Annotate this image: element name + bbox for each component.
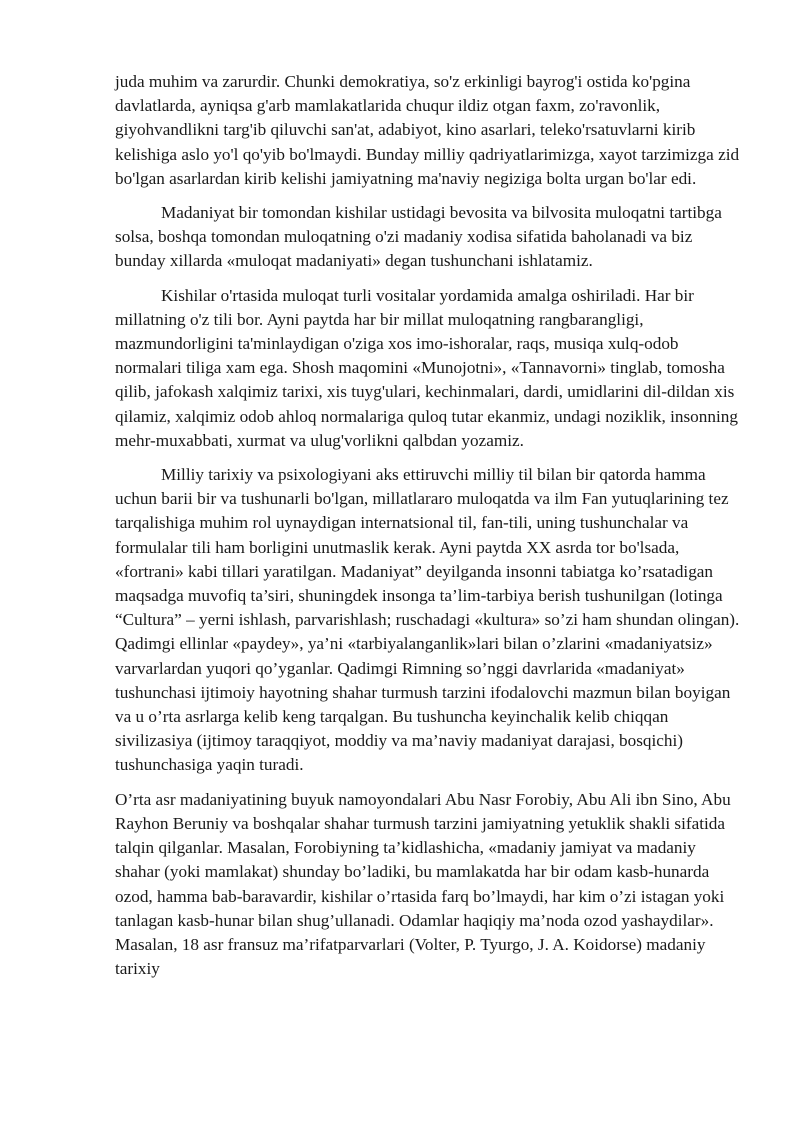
paragraph-2: Madaniyat bir tomondan kishilar ustidagi bevosita va bilvosita muloqatni tartibga solsa, boshqa tomondan muloqatning o'zi madaniy xodisa sifatida baholanadi va biz bunday xillarda «muloqat madaniyati» degan tushunchani ishlatamiz. <box>115 203 722 271</box>
paragraph-5: O’rta asr madaniyatining buyuk namoyondalari Abu Nasr Forobiy, Abu Ali ibn Sino, Abu Rayhon Beruniy va boshqalar shahar turmush tarzini jamiyatning yetuklik shakli sifatida talqin qilganlar. Masalan, Forobiyning ta’kidlashicha, «madaniy jamiyat va madaniy shahar (yoki mamlakat) shunday bo’ladiki, bu mamlakatda har bir odam kasb-hunarda ozod, hamma bab-baravardir, kishilar o’rtasida farq bo’lmaydi, har kim o’zi istagan yoki tanlagan kasb-hunar bilan shug’ullanadi. Odamlar haqiqiy ma’noda ozod yashaydilar». Masalan, 18 asr fransuz ma’rifatparvarlari (Volter, P. Tyurgo, J. A. Koidorse) madaniy tarixiy <box>115 789 731 979</box>
paragraph-4: Milliy tarixiy va psixologiyani aks ettiruvchi milliy til bilan bir qatorda hamma uchun barii bir va tushunarli bo'lgan, millatlararo muloqatda va ilm Fan yutuqlarining tez tarqalishiga muhim rol uynaydigan internatsional til, fan-tili, uning tushunchalar va formulalar tili ham borligini unutmaslik kerak. Ayni paytda XX asrda tor bo'lsada, «fortrani» kabi tillari yaratilgan. Madaniyat” deyilganda insonni tabiatga ko’rsatadigan maqsadga muvofiq ta’siri, shuningdek insonga ta’lim-tarbiya berish tushunilgan (lotinga “Cultura” – yerni ishlash, parvarishlash; ruschadagi «kultura» so’zi ham shundan olingan). Qadimgi ellinlar «paydey», ya’ni «tarbiyalanganlik»lari bilan o’zlarini «madaniyatsiz» varvarlardan yuqori qo’yganlar. Qadimgi Rimning so’nggi davrlarida «madaniyat» tushunchasi ijtimoiy hayotning shahar turmush tarzini ifodalovchi mazmun bilan boyigan va u o’rta asrlarga kelib keng tarqalgan. Bu tushuncha keyinchalik kelib chiqqan sivilizasiya (ijtimoy taraqqiyot, moddiy va ma’naviy madaniyat darajasi, bosqichi) tushunchasiga yaqin turadi. <box>115 465 740 775</box>
paragraph-1: juda muhim va zarurdir. Chunki demokratiya, so'z erkinligi bayrog'i ostida ko'pgina davlatlarda, ayniqsa g'arb mamlakatlarida chuqur ildiz otgan faxm, zo'ravonlik, giyohvandlikni targ'ib qiluvchi san'at, adabiyot, kino asarlari, teleko'rsatuvlarni kirib kelishiga aslo yo'l qo'yib bo'lmaydi. Bunday milliy qadriyatlarimizga, xayot tarzimizga zid bo'lgan asarlardan kirib kelishi jamiyatning ma'naviy negiziga bolta urgan bo'lar edi. <box>115 72 740 188</box>
document-body <box>115 70 745 991</box>
paragraph-3: Kishilar o'rtasida muloqat turli vositalar yordamida amalga oshiriladi. Har bir millatning o'z tili bor. Ayni paytda har bir millat muloqatning rangbarangligi, mazmundorligini ta'minlaydigan o'ziga xos imo-ishoralar, raqs, musiqa xulq-odob normalari tiliga xam ega. Shosh maqomini «Munojotni», «Tannavorni» tinglab, tomosha qilib, jafokash xalqimiz tarixi, xis tuyg'ulari, kechinmalari, dardi, umidlarini dil-dildan xis qilamiz, xalqimiz odob ahloq normalariga quloq tutar ekanmiz, undagi noziklik, insonning mehr-muxabbati, xurmat va ulug'vorlikni qalbdan yozamiz. <box>115 285 738 450</box>
